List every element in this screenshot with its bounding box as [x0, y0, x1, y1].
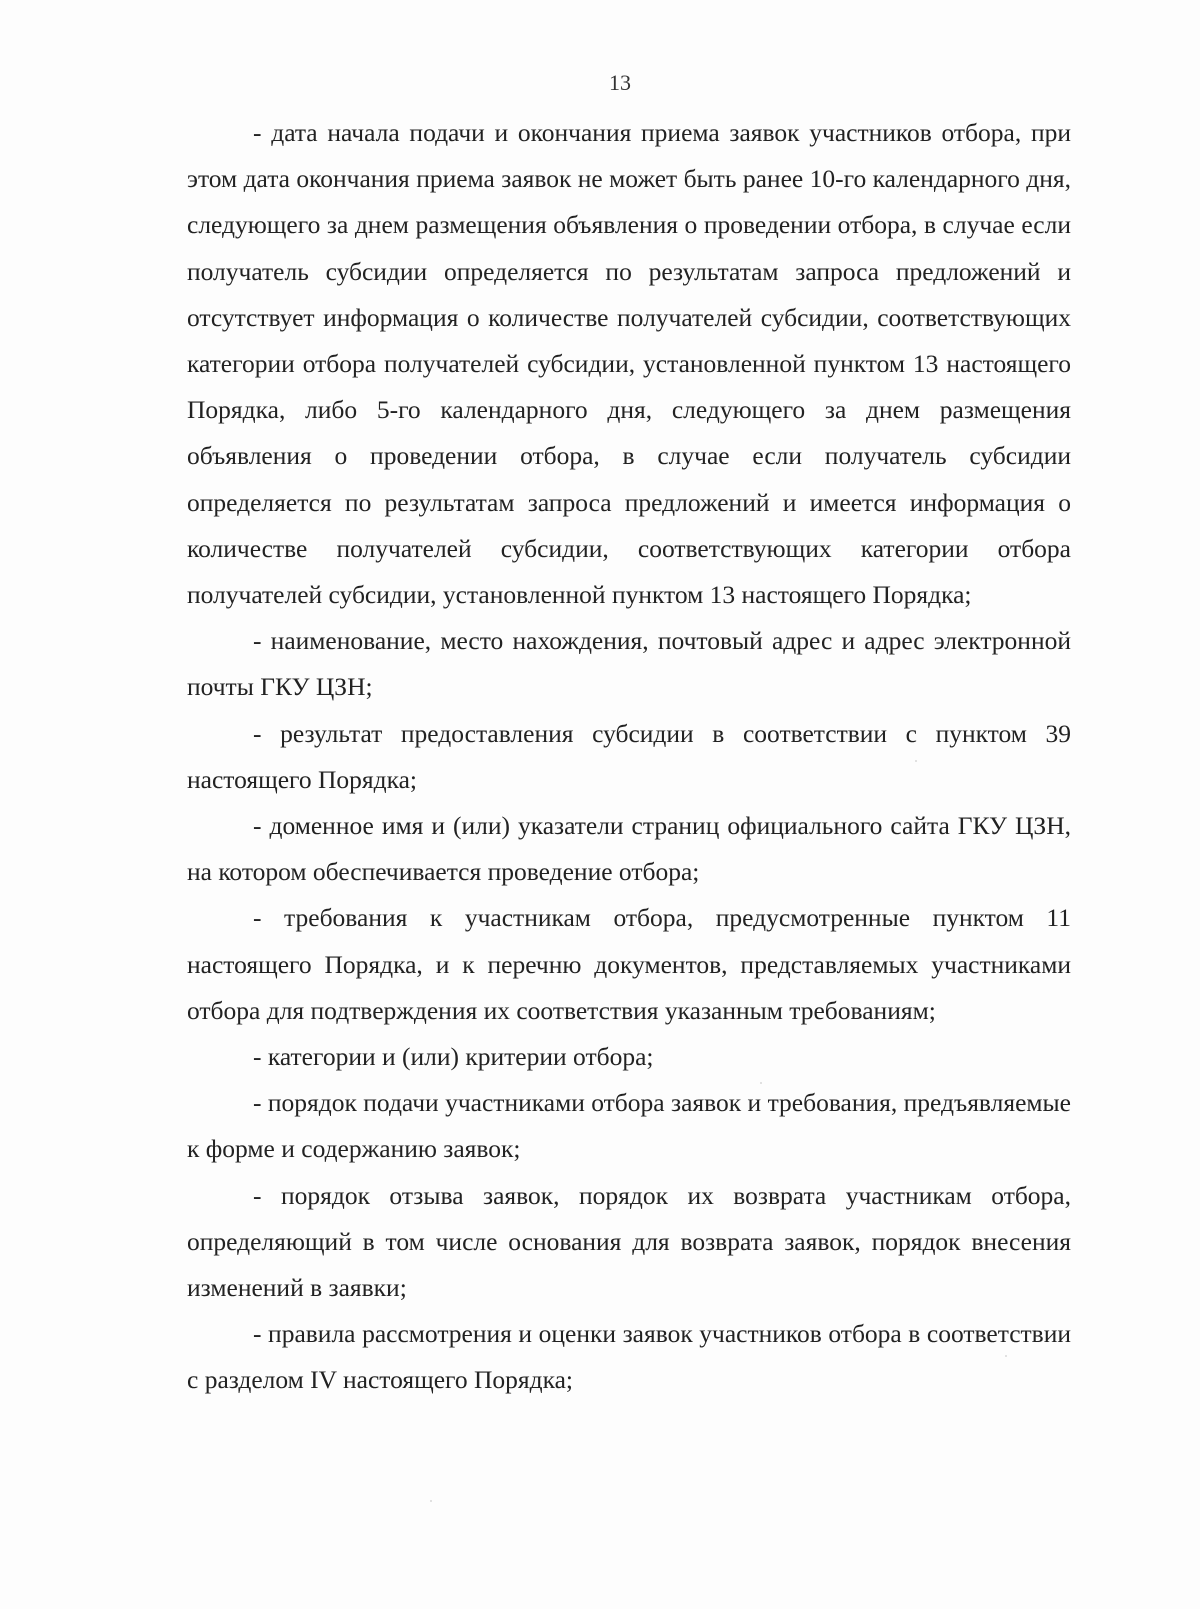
- paragraph-organization-address: - наименование, место нахождения, почтовый адрес и адрес электронной почты ГКУ ЦЗН;: [187, 626, 1071, 702]
- scan-speck: [1005, 1355, 1007, 1357]
- paragraph-review-rules: - правила рассмотрения и оценки заявок участников отбора в соответствии с разделом IV настоящего Порядка;: [187, 1319, 1071, 1395]
- paragraph-selection-criteria: - категории и (или) критерии отбора;: [253, 1042, 654, 1072]
- paragraph-withdrawal-procedure: - порядок отзыва заявок, порядок их возврата участникам отбора, определяющий в том числе основания для возврата заявок, порядок внесения изменений в заявки;: [187, 1180, 1071, 1303]
- scan-speck: [430, 1500, 432, 1502]
- paragraph-domain-name: - доменное имя и (или) указатели страниц официального сайта ГКУ ЦЗН, на котором обеспечивается проведение отбора;: [187, 811, 1071, 887]
- scan-speck: [915, 760, 917, 762]
- paragraph-submission-procedure: - порядок подачи участниками отбора заявок и требования, предъявляемые к форме и содержанию заявок;: [187, 1088, 1071, 1164]
- document-body: [187, 110, 1071, 1404]
- scan-speck: [760, 1082, 762, 1084]
- paragraph-application-dates: - дата начала подачи и окончания приема заявок участников отбора, при этом дата окончания приема заявок не может быть ранее 10-го календарного дня, следующего за днем размещения объявления о проведении отбора, в случае если получатель субсидии определяется по результатам запроса предложений и отсутствует информация о количестве получателей субсидии, соответствующих категории отбора получателей субсидии, установленной пунктом 13 настоящего Порядка, либо 5-го календарного дня, следующего за днем размещения объявления о проведении отбора, в случае если получатель субсидии определяется по результатам запроса предложений и имеется информация о количестве получателей субсидии, соответствующих категории отбора получателей субсидии, установленной пунктом 13 настоящего Порядка;: [187, 118, 1071, 610]
- paragraph-subsidy-result: - результат предоставления субсидии в соответствии с пунктом 39 настоящего Порядка;: [187, 718, 1071, 794]
- page-number: 13: [609, 70, 631, 95]
- paragraph-participant-requirements: - требования к участникам отбора, предусмотренные пунктом 11 настоящего Порядка, и к перечню документов, представляемых участниками отбора для подтверждения их соответствия указанным требованиям;: [187, 903, 1071, 1025]
